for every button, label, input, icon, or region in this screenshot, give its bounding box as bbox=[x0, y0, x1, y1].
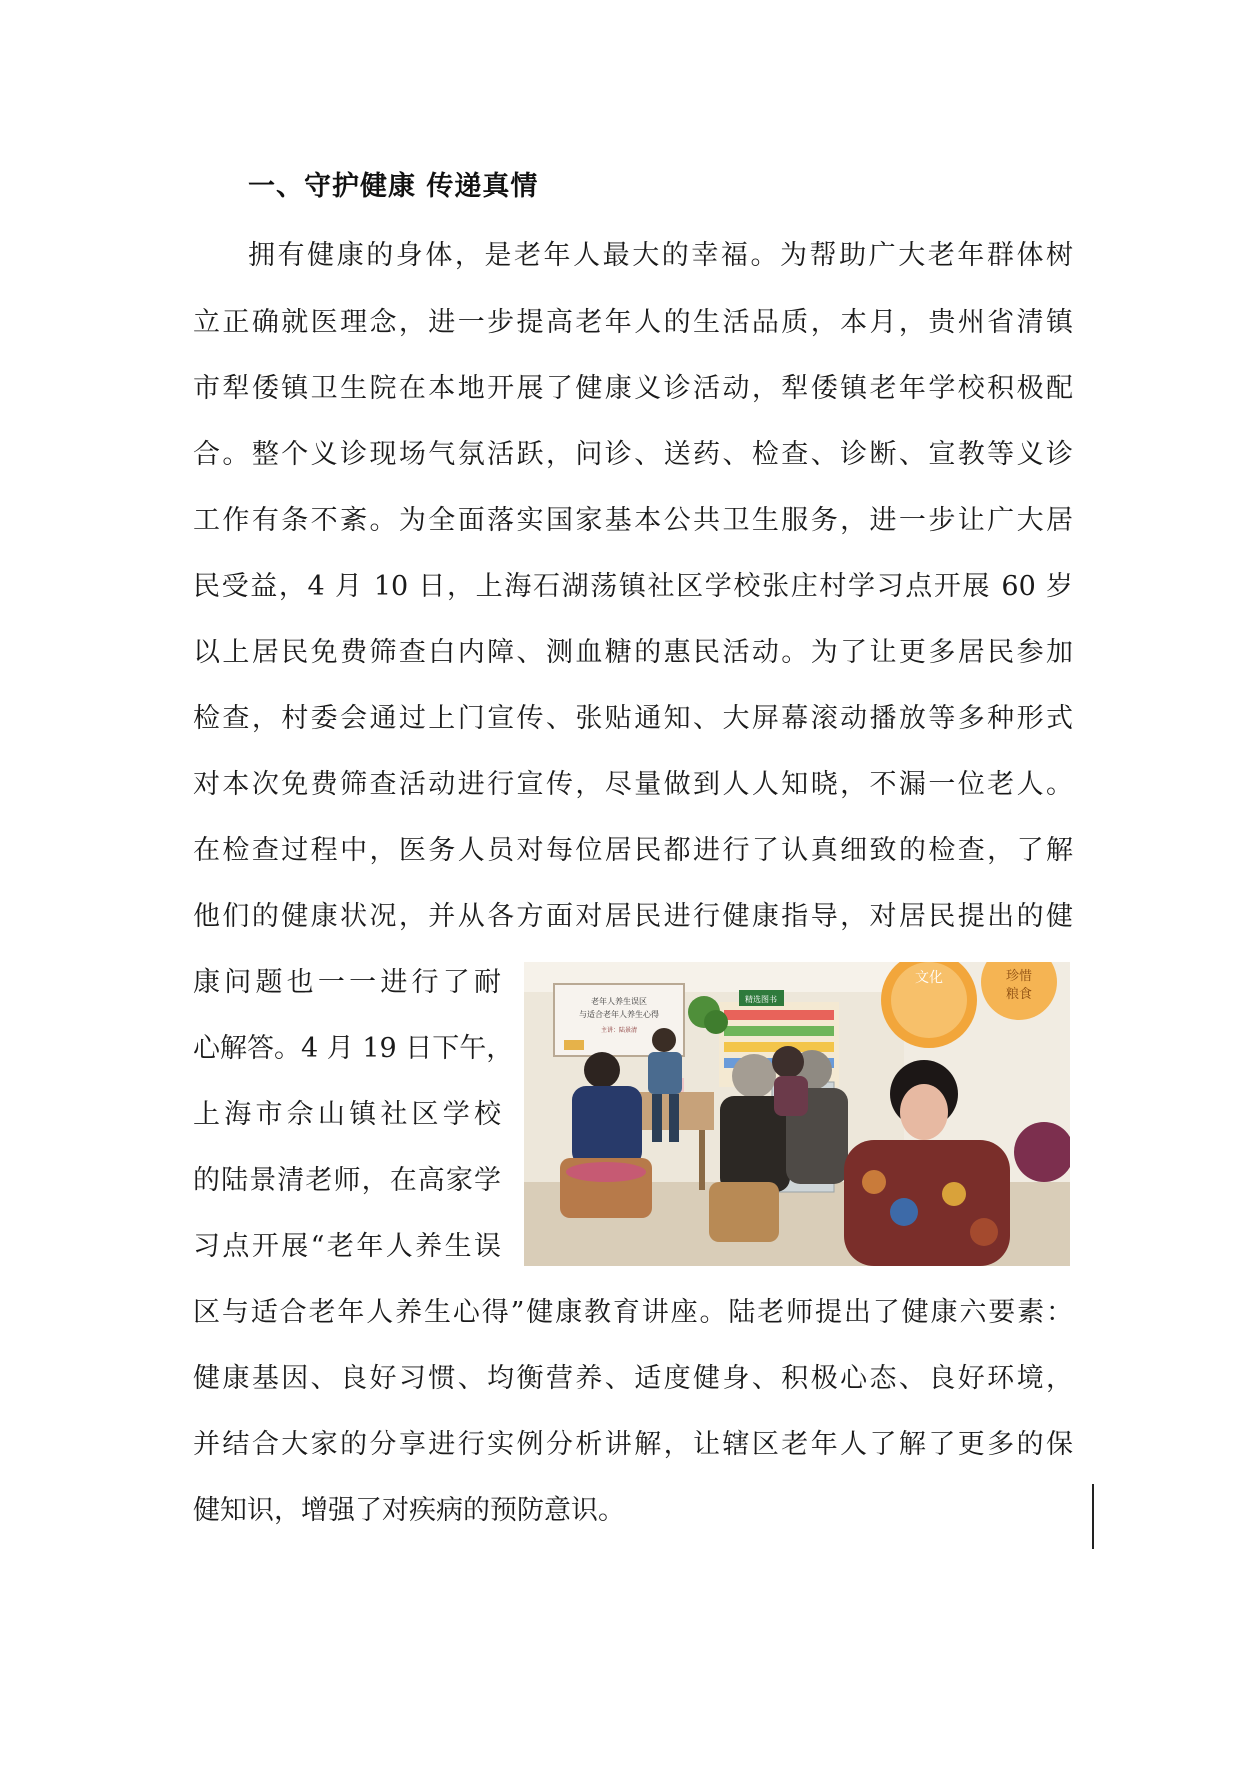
paragraph-line: 区与适合老年人养生心得”健康教育讲座。陆老师提出了健康六要素： bbox=[193, 1297, 1073, 1328]
wrapped-line: 康问题也一一进行了耐 bbox=[193, 967, 501, 998]
screen-line-1: 老年人养生误区 bbox=[591, 997, 647, 1006]
paragraph-line: 拥有健康的身体，是老年人最大的幸福。为帮助广大老年群体树 bbox=[248, 240, 1073, 271]
paragraph-line: 合。整个义诊现场气氛活跃，问诊、送药、检查、诊断、宣教等义诊 bbox=[193, 439, 1073, 470]
paragraph-line: 健康基因、良好习惯、均衡营养、适度健身、积极心态、良好环境， bbox=[193, 1363, 1073, 1394]
paragraph-line: 工作有条不紊。为全面落实国家基本公共卫生服务，进一步让广大居 bbox=[193, 505, 1073, 536]
paragraph-line: 以上居民免费筛查白内障、测血糖的惠民活动。为了让更多居民参加 bbox=[193, 637, 1073, 668]
paragraph-line: 他们的健康状况，并从各方面对居民进行健康指导，对居民提出的健 bbox=[193, 901, 1073, 932]
paragraph-line: 在检查过程中，医务人员对每位居民都进行了认真细致的检查，了解 bbox=[193, 835, 1073, 866]
lecture-photo bbox=[524, 962, 1070, 1266]
wrapped-line: 习点开展“老年人养生误 bbox=[193, 1231, 501, 1262]
wrapped-line: 上海市佘山镇社区学校 bbox=[193, 1099, 501, 1130]
shelf-sign-text: 精选图书 bbox=[745, 995, 777, 1004]
section-heading: 一、守护健康 传递真情 bbox=[248, 171, 539, 202]
paragraph-line: 并结合大家的分享进行实例分析讲解，让辖区老年人了解了更多的保 bbox=[193, 1429, 1073, 1460]
wrapped-line: 的陆景清老师，在高家学 bbox=[193, 1165, 501, 1196]
wrapped-line: 心解答。4 月 19 日下午， bbox=[193, 1033, 514, 1064]
wall-sign-text-3: 粮食 bbox=[1005, 987, 1033, 1002]
wall-sign-text: 文化 bbox=[915, 970, 943, 986]
margin-rule bbox=[1092, 1484, 1094, 1549]
paragraph-line: 对本次免费筛查活动进行宣传，尽量做到人人知晓，不漏一位老人。 bbox=[193, 769, 1073, 800]
paragraph-line: 民受益，4 月 10 日，上海石湖荡镇社区学校张庄村学习点开展 60 岁 bbox=[193, 571, 1073, 602]
paragraph-line: 检查，村委会通过上门宣传、张贴通知、大屏幕滚动播放等多种形式 bbox=[193, 703, 1073, 734]
screen-line-2: 与适合老年人养生心得 bbox=[579, 1010, 659, 1019]
paragraph-line: 市犁倭镇卫生院在本地开展了健康义诊活动，犁倭镇老年学校积极配 bbox=[193, 373, 1073, 404]
paragraph-line: 健知识，增强了对疾病的预防意识。 bbox=[193, 1495, 625, 1526]
wall-sign-text-2: 珍惜 bbox=[1005, 969, 1033, 984]
paragraph-line: 立正确就医理念，进一步提高老年人的生活品质，本月，贵州省清镇 bbox=[193, 307, 1073, 338]
screen-line-3: 主讲：陆景清 bbox=[600, 1027, 638, 1034]
